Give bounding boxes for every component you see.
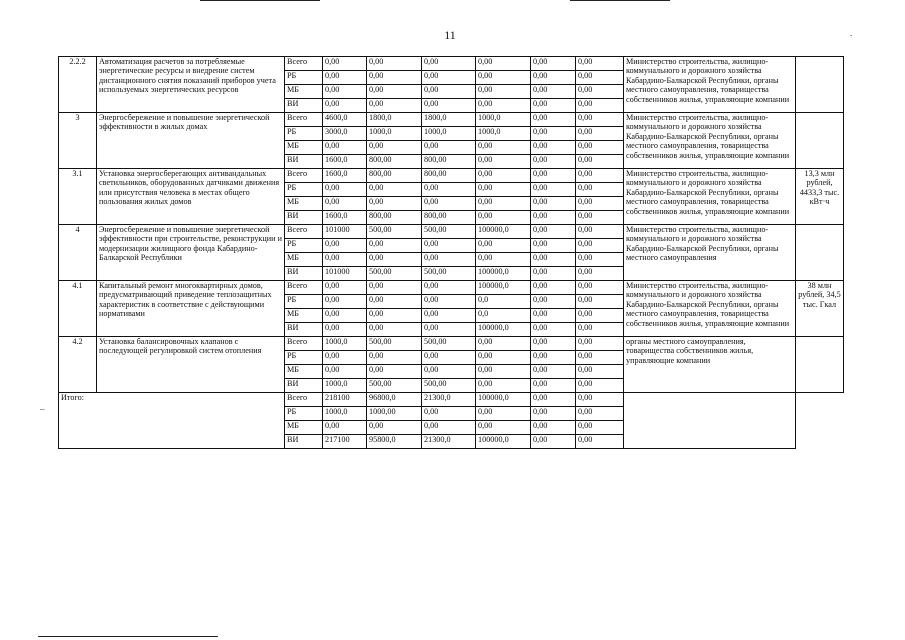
cell-total: 0,00 (323, 183, 367, 197)
cell-y2: 0,00 (422, 281, 476, 295)
cell-total: 0,00 (323, 239, 367, 253)
cell-y5: 0,00 (576, 127, 624, 141)
row-executor: органы местного самоуправления, товарищества собственников жилья, управляющие компании (624, 337, 796, 393)
cell-total: 1600,0 (323, 211, 367, 225)
total-cell-y5: 0,00 (576, 421, 624, 435)
cell-y3: 1000,0 (476, 127, 531, 141)
cell-y5: 0,00 (576, 183, 624, 197)
cell-y5: 0,00 (576, 323, 624, 337)
row-code: 3 (59, 113, 97, 169)
cell-y3: 0,00 (476, 57, 531, 71)
cell-total: 0,00 (323, 57, 367, 71)
cell-y4: 0,00 (531, 155, 576, 169)
cell-src: ВИ (285, 379, 323, 393)
total-cell-y3: 0,00 (476, 407, 531, 421)
cell-y1: 800,00 (367, 155, 422, 169)
cell-y2: 0,00 (422, 351, 476, 365)
cell-y5: 0,00 (576, 379, 624, 393)
cell-y2: 0,00 (422, 85, 476, 99)
cell-y4: 0,00 (531, 323, 576, 337)
cell-y4: 0,00 (531, 253, 576, 267)
row-code: 3.1 (59, 169, 97, 225)
total-cell-y1: 96800,0 (367, 393, 422, 407)
total-cell-total: 0,00 (323, 421, 367, 435)
row-executor: Министерство строительства, жилищно-коммунального и дорожного хозяйства Кабардино-Балкарской Республики, органы местного самоуправления (624, 225, 796, 281)
row-name: Установка энергосберегающих антивандальных светильников, оборудованных датчиками движения или присутствия человека в местах общего пользования жилых домов (97, 169, 285, 225)
total-cell-src: ВИ (285, 435, 323, 449)
cell-src: ВИ (285, 323, 323, 337)
cell-y4: 0,00 (531, 113, 576, 127)
cell-y4: 0,00 (531, 365, 576, 379)
cell-y2: 500,00 (422, 337, 476, 351)
cell-y3: 1000,0 (476, 113, 531, 127)
cell-y5: 0,00 (576, 99, 624, 113)
cell-y5: 0,00 (576, 141, 624, 155)
cell-y4: 0,00 (531, 85, 576, 99)
total-cell-y3: 100000,0 (476, 435, 531, 449)
cell-y5: 0,00 (576, 71, 624, 85)
cell-y1: 0,00 (367, 309, 422, 323)
cell-y2: 0,00 (422, 99, 476, 113)
total-cell-y2: 21300,0 (422, 393, 476, 407)
cell-y3: 0,0 (476, 295, 531, 309)
cell-y4: 0,00 (531, 197, 576, 211)
cell-y1: 0,00 (367, 85, 422, 99)
table-row (59, 169, 844, 183)
row-code: 4.1 (59, 281, 97, 337)
cell-total: 0,00 (323, 253, 367, 267)
row-executor: Министерство строительства, жилищно-коммунального и дорожного хозяйства Кабардино-Балкарской Республики, органы местного самоуправления, товарищества собственников жилья, управляющие компании (624, 57, 796, 113)
row-name: Капитальный ремонт многоквартирных домов, предусматривающий приведение теплозащитных характеристик в соответствие с действующими нормативами (97, 281, 285, 337)
cell-y4: 0,00 (531, 141, 576, 155)
cell-total: 1000,0 (323, 337, 367, 351)
cell-y3: 0,00 (476, 155, 531, 169)
cell-y5: 0,00 (576, 197, 624, 211)
cell-y4: 0,00 (531, 211, 576, 225)
cell-y3: 0,00 (476, 351, 531, 365)
cell-y1: 1800,0 (367, 113, 422, 127)
scan-top-line-1 (200, 0, 320, 1)
row-result (796, 225, 844, 281)
cell-y1: 0,00 (367, 71, 422, 85)
cell-src: Всего (285, 225, 323, 239)
cell-y3: 0,00 (476, 141, 531, 155)
cell-y4: 0,00 (531, 225, 576, 239)
table-row (59, 57, 844, 71)
cell-y5: 0,00 (576, 85, 624, 99)
cell-y1: 0,00 (367, 351, 422, 365)
total-cell-src: Всего (285, 393, 323, 407)
cell-y4: 0,00 (531, 267, 576, 281)
total-cell-total: 218100 (323, 393, 367, 407)
cell-y2: 1800,0 (422, 113, 476, 127)
cell-y2: 800,00 (422, 155, 476, 169)
total-cell-total: 217100 (323, 435, 367, 449)
cell-y4: 0,00 (531, 99, 576, 113)
row-result (796, 113, 844, 169)
cell-y2: 0,00 (422, 197, 476, 211)
cell-src: РБ (285, 71, 323, 85)
cell-y5: 0,00 (576, 57, 624, 71)
cell-y1: 0,00 (367, 239, 422, 253)
cell-y2: 500,00 (422, 267, 476, 281)
cell-y4: 0,00 (531, 351, 576, 365)
cell-total: 101000 (323, 225, 367, 239)
row-result (796, 57, 844, 113)
row-name: Энергосбережение и повышение энергетической эффективности в жилых домах (97, 113, 285, 169)
cell-total: 0,00 (323, 351, 367, 365)
cell-y4: 0,00 (531, 379, 576, 393)
total-cell-y2: 0,00 (422, 421, 476, 435)
cell-y5: 0,00 (576, 155, 624, 169)
cell-total: 0,00 (323, 309, 367, 323)
cell-y1: 500,00 (367, 337, 422, 351)
total-cell-y2: 21300,0 (422, 435, 476, 449)
cell-y3: 0,0 (476, 309, 531, 323)
cell-y2: 0,00 (422, 141, 476, 155)
total-cell-y4: 0,00 (531, 407, 576, 421)
cell-y2: 1000,0 (422, 127, 476, 141)
cell-y3: 100000,0 (476, 323, 531, 337)
cell-y5: 0,00 (576, 169, 624, 183)
cell-y3: 0,00 (476, 365, 531, 379)
cell-y5: 0,00 (576, 253, 624, 267)
total-cell-y4: 0,00 (531, 393, 576, 407)
cell-total: 0,00 (323, 365, 367, 379)
cell-total: 101000 (323, 267, 367, 281)
cell-src: МБ (285, 309, 323, 323)
cell-y2: 500,00 (422, 379, 476, 393)
cell-total: 3000,0 (323, 127, 367, 141)
cell-y2: 0,00 (422, 365, 476, 379)
total-cell-y3: 0,00 (476, 421, 531, 435)
cell-y3: 0,00 (476, 211, 531, 225)
program-table (58, 56, 844, 449)
cell-y5: 0,00 (576, 211, 624, 225)
total-cell-y4: 0,00 (531, 421, 576, 435)
cell-y2: 0,00 (422, 253, 476, 267)
cell-total: 0,00 (323, 197, 367, 211)
cell-y2: 0,00 (422, 323, 476, 337)
cell-src: Всего (285, 169, 323, 183)
cell-y5: 0,00 (576, 267, 624, 281)
cell-src: РБ (285, 183, 323, 197)
cell-total: 0,00 (323, 99, 367, 113)
total-cell-y5: 0,00 (576, 435, 624, 449)
total-cell-y5: 0,00 (576, 393, 624, 407)
table-row (59, 225, 844, 239)
row-result: 13,3 млн рублей, 4433,3 тыс. кВт·ч (796, 169, 844, 225)
scan-bottom-line (38, 636, 218, 637)
cell-src: МБ (285, 253, 323, 267)
cell-src: Всего (285, 281, 323, 295)
cell-y3: 0,00 (476, 169, 531, 183)
cell-src: РБ (285, 351, 323, 365)
cell-y2: 0,00 (422, 71, 476, 85)
cell-y3: 0,00 (476, 337, 531, 351)
total-cell-y3: 100000,0 (476, 393, 531, 407)
cell-y1: 0,00 (367, 197, 422, 211)
cell-total: 4600,0 (323, 113, 367, 127)
total-cell-y5: 0,00 (576, 407, 624, 421)
table-body (59, 57, 844, 449)
row-code: 2.2.2 (59, 57, 97, 113)
cell-y4: 0,00 (531, 127, 576, 141)
cell-y4: 0,00 (531, 281, 576, 295)
total-cell-src: РБ (285, 407, 323, 421)
cell-y3: 0,00 (476, 197, 531, 211)
cell-total: 0,00 (323, 141, 367, 155)
cell-y5: 0,00 (576, 309, 624, 323)
cell-y5: 0,00 (576, 113, 624, 127)
cell-total: 0,00 (323, 295, 367, 309)
total-cell-y2: 0,00 (422, 407, 476, 421)
cell-y1: 800,00 (367, 211, 422, 225)
cell-total: 1600,0 (323, 155, 367, 169)
scan-dash: – (40, 404, 45, 414)
cell-y2: 500,00 (422, 225, 476, 239)
cell-src: Всего (285, 337, 323, 351)
cell-total: 0,00 (323, 85, 367, 99)
cell-y4: 0,00 (531, 309, 576, 323)
cell-total: 1600,0 (323, 169, 367, 183)
row-result (796, 337, 844, 393)
row-executor: Министерство строительства, жилищно-коммунального и дорожного хозяйства Кабардино-Балкарской Республики, органы местного самоуправления, товарищества собственников жилья, управляющие компании (624, 281, 796, 337)
row-code: 4 (59, 225, 97, 281)
scan-dot: . (850, 28, 853, 38)
cell-y1: 500,00 (367, 225, 422, 239)
cell-y3: 100000,0 (476, 267, 531, 281)
cell-y3: 100000,0 (476, 225, 531, 239)
row-name: Энергосбережение и повышение энергетической эффективности при строительстве, реконструкции и модернизации жилищного фонда Кабардино-Балкарской Республики (97, 225, 285, 281)
cell-src: РБ (285, 127, 323, 141)
scan-top-line-2 (570, 0, 670, 1)
cell-y5: 0,00 (576, 365, 624, 379)
row-code: 4.2 (59, 337, 97, 393)
cell-src: ВИ (285, 267, 323, 281)
cell-y5: 0,00 (576, 337, 624, 351)
cell-total: 0,00 (323, 71, 367, 85)
cell-y3: 0,00 (476, 183, 531, 197)
cell-y1: 1000,0 (367, 127, 422, 141)
cell-src: ВИ (285, 99, 323, 113)
cell-y1: 0,00 (367, 323, 422, 337)
cell-total: 1000,0 (323, 379, 367, 393)
cell-y1: 0,00 (367, 253, 422, 267)
total-row (59, 393, 844, 407)
cell-y2: 0,00 (422, 183, 476, 197)
cell-y3: 100000,0 (476, 281, 531, 295)
cell-y5: 0,00 (576, 239, 624, 253)
cell-y1: 0,00 (367, 295, 422, 309)
cell-src: МБ (285, 365, 323, 379)
total-cell-y1: 95800,0 (367, 435, 422, 449)
total-cell-src: МБ (285, 421, 323, 435)
total-label: Итого: (59, 393, 285, 449)
cell-y3: 0,00 (476, 253, 531, 267)
cell-y2: 0,00 (422, 239, 476, 253)
cell-src: МБ (285, 85, 323, 99)
row-result: 38 млн рублей, 34,5 тыс. Гкал (796, 281, 844, 337)
row-executor: Министерство строительства, жилищно-коммунального и дорожного хозяйства Кабардино-Балкарской Республики, органы местного самоуправления, товарищества собственников жилья, управляющие компании (624, 113, 796, 169)
cell-y1: 800,00 (367, 169, 422, 183)
cell-y5: 0,00 (576, 295, 624, 309)
page-number: 11 (444, 28, 456, 42)
cell-y5: 0,00 (576, 351, 624, 365)
total-cell-y1: 0,00 (367, 421, 422, 435)
cell-y1: 500,00 (367, 379, 422, 393)
cell-y3: 0,00 (476, 239, 531, 253)
cell-y5: 0,00 (576, 281, 624, 295)
cell-y1: 0,00 (367, 99, 422, 113)
cell-src: МБ (285, 141, 323, 155)
table-row (59, 337, 844, 351)
cell-y4: 0,00 (531, 337, 576, 351)
row-name: Установка балансировочных клапанов с последующей регулировкой систем отопления (97, 337, 285, 393)
row-executor: Министерство строительства, жилищно-коммунального и дорожного хозяйства Кабардино-Балкарской Республики, органы местного самоуправления, товарищества собственников жилья, управляющие компании (624, 169, 796, 225)
cell-src: Всего (285, 57, 323, 71)
cell-y2: 0,00 (422, 309, 476, 323)
cell-y4: 0,00 (531, 295, 576, 309)
cell-y3: 0,00 (476, 71, 531, 85)
cell-y3: 0,00 (476, 85, 531, 99)
cell-y1: 0,00 (367, 141, 422, 155)
cell-y4: 0,00 (531, 71, 576, 85)
cell-y4: 0,00 (531, 57, 576, 71)
cell-y2: 800,00 (422, 169, 476, 183)
cell-y1: 0,00 (367, 281, 422, 295)
cell-y4: 0,00 (531, 183, 576, 197)
cell-y5: 0,00 (576, 225, 624, 239)
table-row (59, 113, 844, 127)
total-cell-y4: 0,00 (531, 435, 576, 449)
cell-y1: 0,00 (367, 57, 422, 71)
total-executor-empty (624, 393, 796, 449)
cell-y1: 0,00 (367, 183, 422, 197)
row-name: Автоматизация расчетов за потребляемые энергетические ресурсы и внедрение систем дистанционного снятия показаний приборов учета используемых энергетических ресурсов (97, 57, 285, 113)
cell-src: Всего (285, 113, 323, 127)
cell-y2: 0,00 (422, 57, 476, 71)
cell-y1: 0,00 (367, 365, 422, 379)
cell-y2: 0,00 (422, 295, 476, 309)
table-row (59, 281, 844, 295)
cell-y4: 0,00 (531, 239, 576, 253)
cell-y4: 0,00 (531, 169, 576, 183)
total-cell-total: 1000,0 (323, 407, 367, 421)
total-cell-y1: 1000,00 (367, 407, 422, 421)
cell-total: 0,00 (323, 281, 367, 295)
cell-src: ВИ (285, 211, 323, 225)
cell-src: РБ (285, 295, 323, 309)
cell-y1: 500,00 (367, 267, 422, 281)
cell-y3: 0,00 (476, 379, 531, 393)
cell-y3: 0,00 (476, 99, 531, 113)
cell-total: 0,00 (323, 323, 367, 337)
cell-y2: 800,00 (422, 211, 476, 225)
cell-src: РБ (285, 239, 323, 253)
cell-src: МБ (285, 197, 323, 211)
cell-src: ВИ (285, 155, 323, 169)
